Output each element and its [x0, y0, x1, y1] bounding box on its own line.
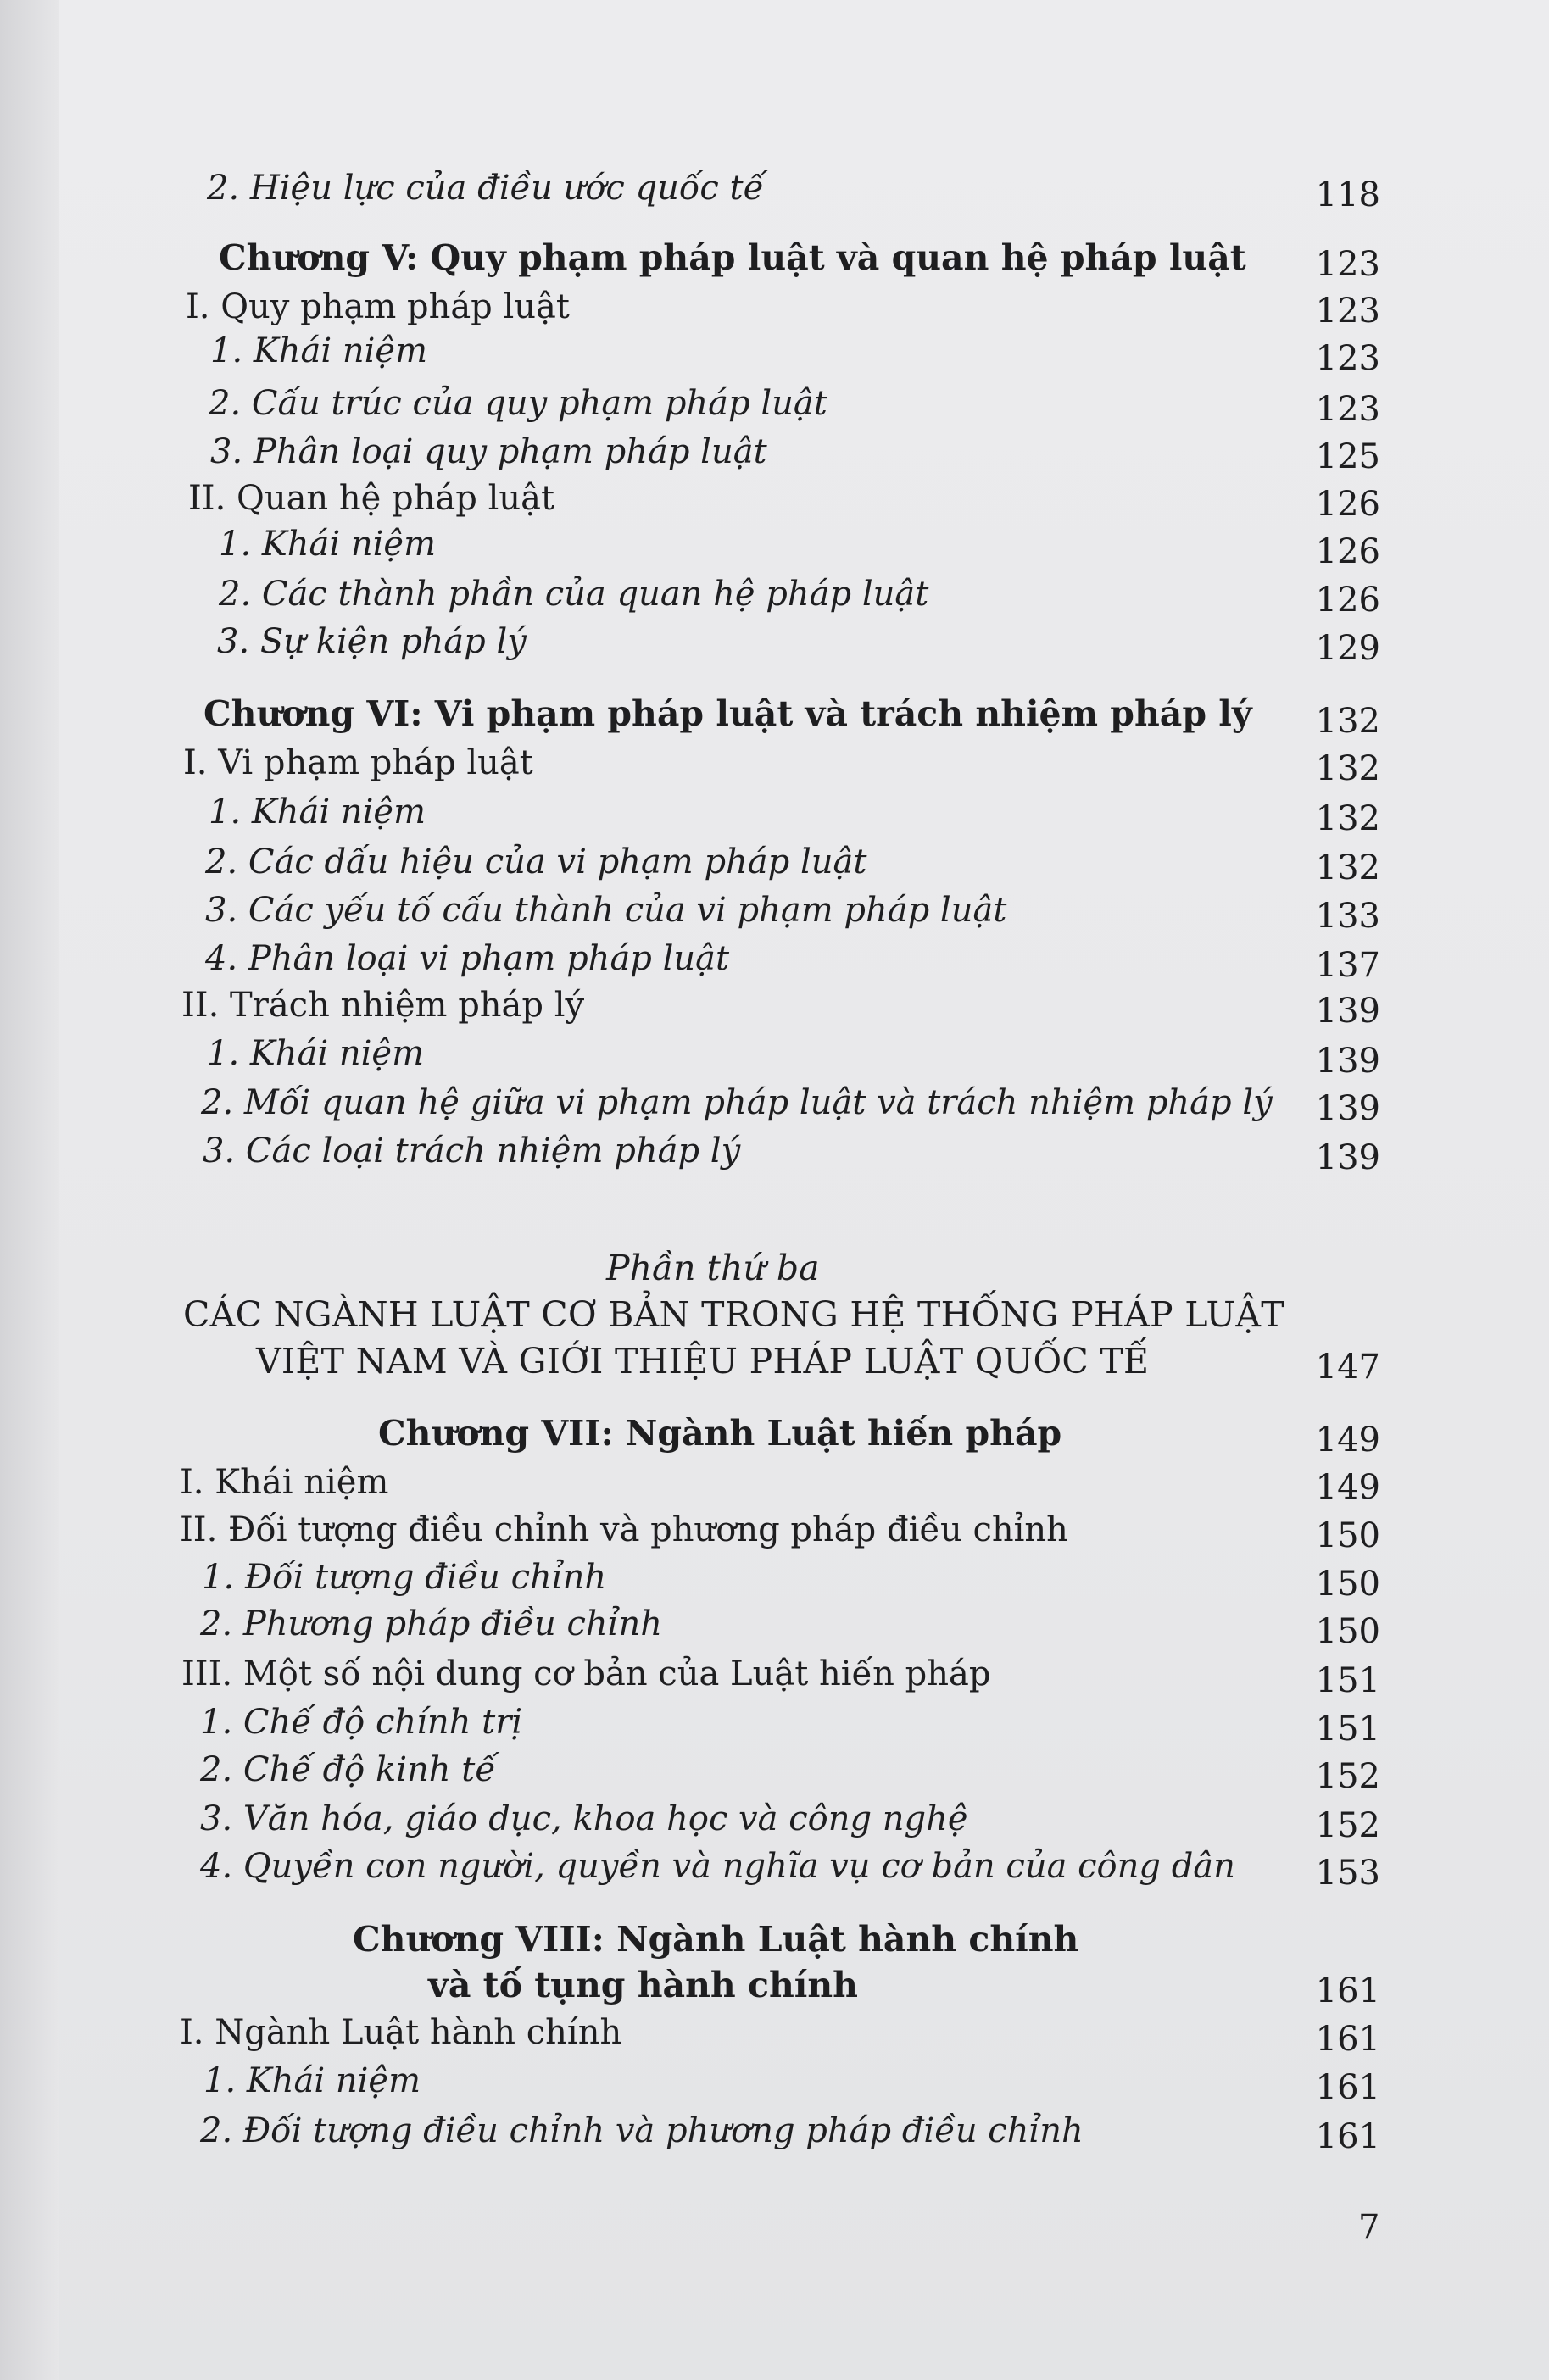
- toc-entry: 1. Khái niệm: [207, 1034, 425, 1073]
- toc-page-number: 161: [1315, 2117, 1380, 2156]
- toc-page-number: 123: [1315, 390, 1380, 429]
- toc-page-number: 153: [1315, 1854, 1380, 1893]
- toc-page-number: 133: [1315, 897, 1380, 936]
- toc-section: I. Khái niệm: [180, 1463, 389, 1502]
- toc-page-number: 137: [1315, 946, 1380, 985]
- toc-entry: 3. Các yếu tố cấu thành của vi phạm pháp luật: [205, 891, 1007, 930]
- part-title-line-2: VIỆT NAM VÀ GIỚI THIỆU PHÁP LUẬT QUỐC TẾ: [256, 1341, 1150, 1382]
- toc-chapter-heading: Chương V: Quy phạm pháp luật và quan hệ pháp luật: [219, 237, 1246, 278]
- toc-page-number: 150: [1315, 1516, 1380, 1555]
- toc-section: I. Quy phạm pháp luật: [186, 287, 570, 326]
- toc-entry: 1. Chế độ chính trị: [200, 1703, 523, 1742]
- toc-entry: 1. Khái niệm: [219, 525, 437, 564]
- toc-page-number: 161: [1315, 2020, 1380, 2059]
- toc-page-number: 152: [1315, 1757, 1380, 1796]
- toc-page-number: 152: [1315, 1806, 1380, 1845]
- toc-entry: 2. Các dấu hiệu của vi phạm pháp luật: [205, 842, 867, 881]
- toc-page-number: 161: [1315, 2068, 1380, 2107]
- toc-page-number: 129: [1315, 629, 1380, 668]
- toc-entry: 2. Đối tượng điều chỉnh và phương pháp điều chỉnh: [200, 2111, 1084, 2150]
- toc-entry: 3. Các loại trách nhiệm pháp lý: [203, 1132, 741, 1171]
- toc-page-number: 150: [1315, 1565, 1380, 1604]
- toc-page-number: 139: [1315, 992, 1380, 1031]
- toc-page-number: 151: [1315, 1710, 1380, 1749]
- toc-page-number: 123: [1315, 339, 1380, 378]
- toc-page-number: 149: [1315, 1421, 1380, 1460]
- toc-entry: 3. Sự kiện pháp lý: [217, 622, 527, 661]
- toc-section: II. Trách nhiệm pháp lý: [181, 986, 585, 1025]
- toc-entry: 3. Phân loại quy phạm pháp luật: [210, 432, 767, 471]
- toc-page-number: 132: [1315, 848, 1380, 887]
- toc-chapter-heading: Chương VIII: Ngành Luật hành chính: [353, 1919, 1079, 1960]
- toc-page-number: 147: [1315, 1348, 1380, 1387]
- toc-entry: 4. Phân loại vi phạm pháp luật: [205, 939, 730, 978]
- toc-entry: 2. Hiệu lực của điều ước quốc tế: [207, 169, 765, 208]
- toc-chapter-heading: Chương VI: Vi phạm pháp luật và trách nhiệm pháp lý: [203, 693, 1252, 734]
- toc-chapter-heading: Chương VII: Ngành Luật hiến pháp: [378, 1413, 1062, 1454]
- toc-page-number: 139: [1315, 1042, 1380, 1081]
- toc-section: III. Một số nội dung cơ bản của Luật hiến pháp: [181, 1654, 991, 1693]
- toc-page-number: 149: [1315, 1468, 1380, 1507]
- toc-page-number: 118: [1315, 175, 1380, 214]
- toc-page-number: 132: [1315, 702, 1380, 741]
- toc-page-number: 126: [1315, 532, 1380, 571]
- page-gutter-shadow: [0, 0, 59, 2380]
- toc-page-number: 139: [1315, 1089, 1380, 1128]
- part-label: Phần thứ ba: [606, 1248, 820, 1288]
- toc-chapter-heading-continued: và tố tụng hành chính: [428, 1965, 858, 2005]
- toc-entry: 1. Khái niệm: [210, 331, 428, 370]
- toc-page-number: 150: [1315, 1612, 1380, 1651]
- toc-entry: 2. Các thành phần của quan hệ pháp luật: [219, 575, 929, 614]
- toc-page-number: 126: [1315, 485, 1380, 524]
- toc-entry: 1. Khái niệm: [209, 792, 426, 831]
- toc-section: I. Ngành Luật hành chính: [180, 2013, 622, 2052]
- toc-page-number: 125: [1315, 437, 1380, 476]
- toc-entry: 2. Phương pháp điều chỉnh: [200, 1604, 662, 1643]
- part-title-line-1: CÁC NGÀNH LUẬT CƠ BẢN TRONG HỆ THỐNG PHÁP LUẬT: [183, 1294, 1284, 1335]
- toc-section: II. Quan hệ pháp luật: [188, 479, 555, 518]
- toc-entry: 1. Khái niệm: [203, 2061, 421, 2100]
- toc-page-number: 123: [1315, 245, 1380, 284]
- toc-entry: 2. Chế độ kinh tế: [200, 1750, 496, 1789]
- toc-section: II. Đối tượng điều chỉnh và phương pháp điều chỉnh: [180, 1510, 1068, 1549]
- toc-section: I. Vi phạm pháp luật: [183, 743, 533, 782]
- toc-entry: 3. Văn hóa, giáo dục, khoa học và công nghệ: [200, 1799, 968, 1838]
- toc-page-number: 132: [1315, 749, 1380, 788]
- toc-entry: 1. Đối tượng điều chỉnh: [202, 1558, 607, 1597]
- toc-page-number: 161: [1315, 1971, 1380, 2010]
- toc-page-number: 139: [1315, 1138, 1380, 1177]
- toc-entry: 2. Mối quan hệ giữa vi phạm pháp luật và trách nhiệm pháp lý: [201, 1083, 1273, 1122]
- toc-page-number: 151: [1315, 1661, 1380, 1700]
- toc-page-number: 123: [1315, 292, 1380, 331]
- toc-page-number: 132: [1315, 799, 1380, 838]
- toc-entry: 4. Quyền con người, quyền và nghĩa vụ cơ bản của công dân: [200, 1847, 1235, 1886]
- toc-page-number: 126: [1315, 581, 1380, 620]
- page-number: 7: [1358, 2208, 1380, 2247]
- toc-entry: 2. Cấu trúc của quy phạm pháp luật: [209, 384, 827, 423]
